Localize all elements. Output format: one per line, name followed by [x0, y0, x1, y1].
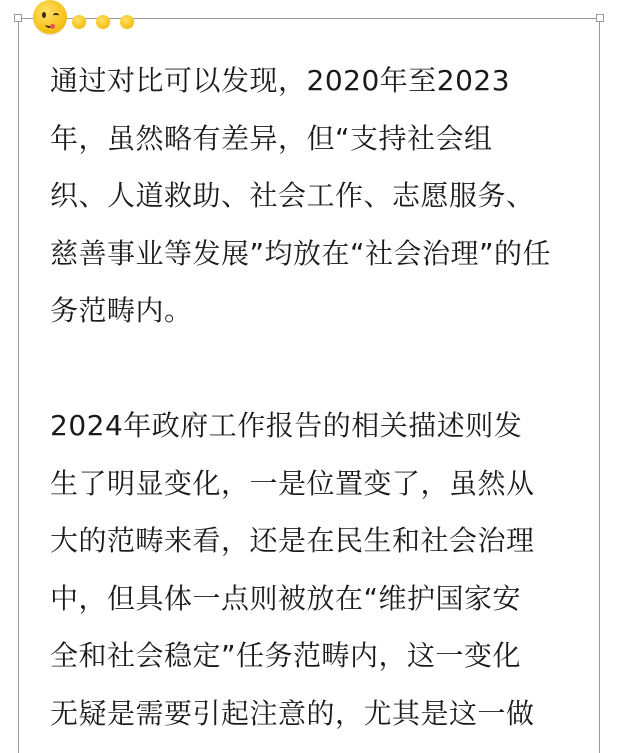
paragraph-spacer: [50, 340, 590, 398]
text-line: 大的范畴来看，还是在民生和社会治理: [50, 524, 535, 557]
winking-face-emoji-icon: [33, 0, 67, 34]
text-line: 通过对比可以发现，2020年至2023: [50, 64, 511, 97]
resize-handle-top-left[interactable]: [14, 14, 22, 22]
text-line: 2024年政府工作报告的相关描述则发: [50, 409, 523, 442]
text-line: 务范畴内。: [50, 294, 193, 327]
text-line: 生了明显变化，一是位置变了，虽然从: [50, 466, 535, 500]
text-line: 织、人道救助、社会工作、志愿服务、: [50, 179, 535, 212]
yellow-dot-icon: [96, 15, 110, 29]
yellow-dot-icon: [120, 15, 134, 29]
text-line: 全和社会稳定”任务范畴内，这一变化: [50, 639, 522, 672]
paragraph-1: [50, 52, 590, 340]
text-line: 慈善事业等发展”均放在“社会治理”的任: [50, 236, 552, 270]
yellow-dot-icon: [72, 15, 86, 29]
resize-handle-top-right[interactable]: [596, 14, 604, 22]
article-body: [50, 52, 590, 742]
text-line: 年，虽然略有差异，但“支持社会组: [50, 121, 493, 155]
text-line: 无疑是需要引起注意的，尤其是这一做: [50, 696, 535, 730]
paragraph-2: [50, 397, 590, 742]
text-line: 中，但具体一点则被放在“维护国家安: [50, 581, 522, 615]
